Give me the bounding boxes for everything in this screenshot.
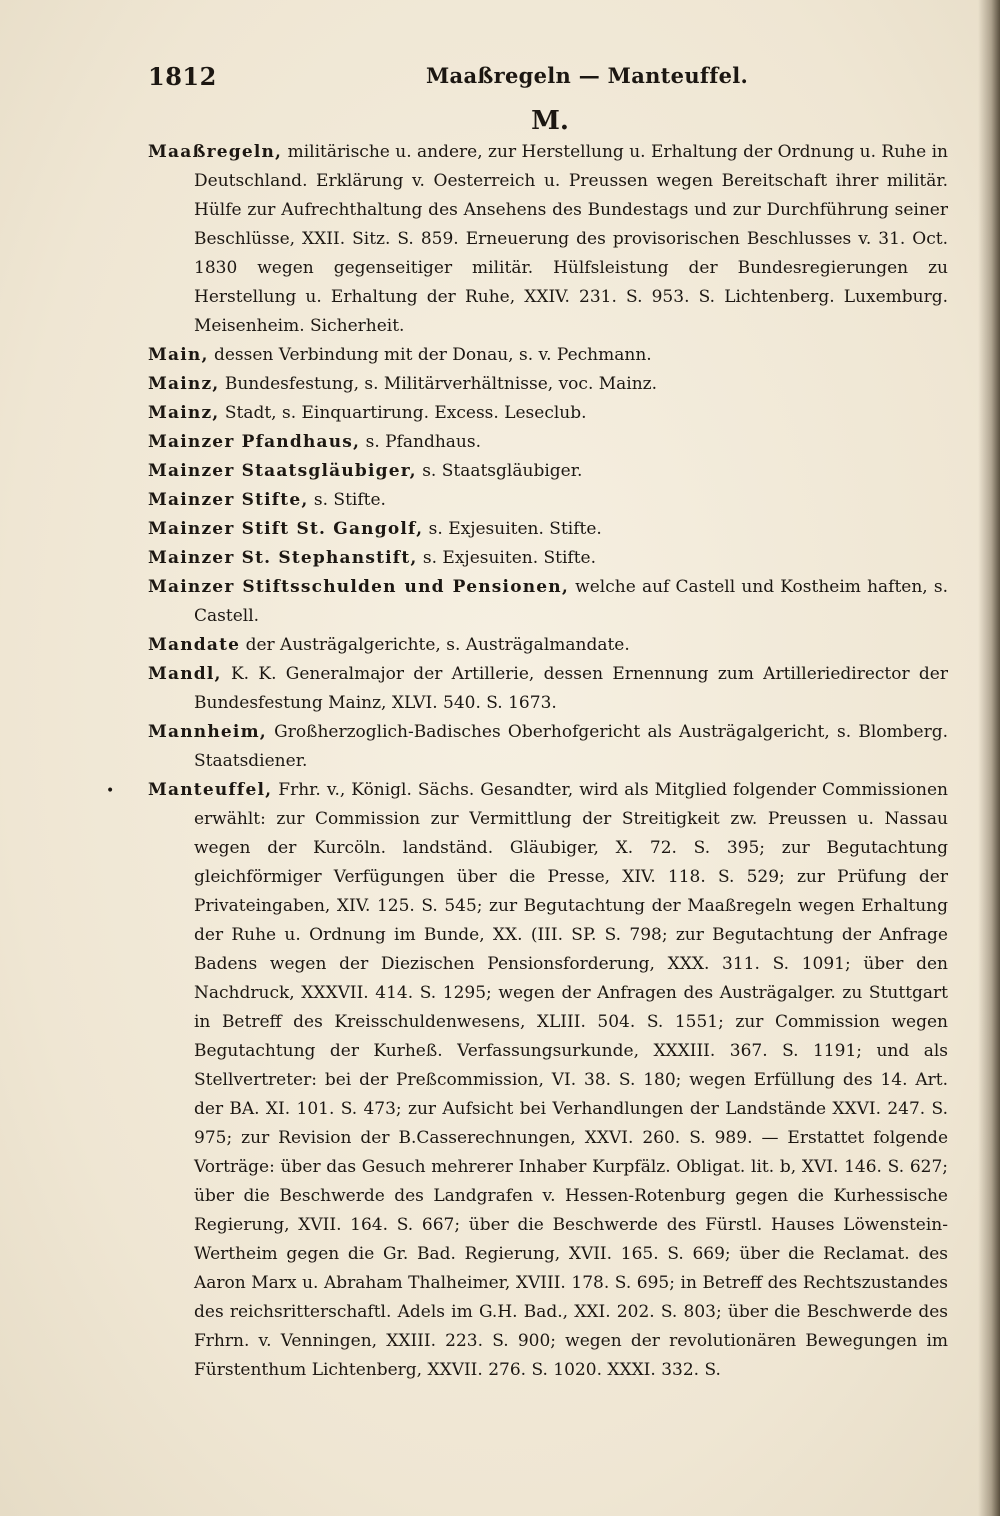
entry-text: Großherzoglich-Badisches Oberhofgericht als Austrägalgericht, s. Blomberg. Staatsdiener. [194, 722, 948, 771]
index-entries [148, 138, 948, 1385]
entry-text: Frhr. v., Königl. Sächs. Gesandter, wird als Mitglied folgender Commissionen erwählt: zur Commission zur Vermittlung der Streitigkeit zw. Preussen u. Nassau wegen der Kurcöln. landständ. Gläubiger, X. 72. S. 395; zur Begutachtung gleichförmiger Verfügungen über die Presse, XIV. 118. S. 529; zur Prüfung der Privateingaben, XIV. 125. S. 545; zur Begutachtung der Maaßregeln wegen Erhaltung der Ruhe u. Ordnung im Bunde, XX. (III. SP. S. 798; zur Begutachtung der Anfrage Badens wegen der Diezischen Pensionsforderung, XXX. 311. S. 1091; über den Nachdruck, XXXVII. 414. S. 1295; wegen der Anfragen des Austrägalger. zu Stuttgart in Betreff des Kreisschuldenwesens, XLIII. 504. S. 1551; zur Commission wegen Begutachtung der Kurheß. Verfassungsurkunde, XXXIII. 367. S. 1191; und als Stellvertreter: bei der Preßcommission, VI. 38. S. 180; wegen Erfüllung des 14. Art. der BA. XI. 101. S. 473; zur Aufsicht bei Verhandlungen der Landstände XXVI. 247. S. 975; zur Revision der B.Casserechnungen, XXVI. 260. S. 989. — Erstattet folgende Vorträge: über das Gesuch mehrerer Inhaber Kurpfälz. Obligat. lit. b, XVI. 146. S. 627; über die Beschwerde des Landgrafen v. Hessen-Rotenburg gegen die Kurhessische Regierung, XVII. 164. S. 667; über die Beschwerde des Fürstl. Hauses Löwenstein-Wertheim gegen die Gr. Bad. Regierung, XVII. 165. S. 669; über die Reclamat. des Aaron Marx u. Abraham Thalheimer, XVIII. 178. S. 695; in Betreff des Rechtszustandes des reichsritterschaftl. Adels im G.H. Bad., XXI. 202. S. 803; über die Beschwerde des Frhrn. v. Venningen, XXIII. 223. S. 900; wegen der revolutionären Bewegungen im Fürstenthum Lichtenberg, XXVII. 276. S. 1020. XXXI. 332. S. [194, 780, 948, 1380]
entry-keyword: Maaßregeln, [148, 142, 283, 162]
entry-keyword: Mainz, [148, 374, 220, 394]
entry-text: s. Pfandhaus. [360, 432, 481, 452]
entry-keyword: Main, [148, 345, 209, 365]
entry-text: dessen Verbindung mit der Donau, s. v. Pechmann. [208, 345, 652, 365]
entry-text: militärische u. andere, zur Herstellung u. Erhaltung der Ordnung u. Ruhe in Deutschland. Erklärung v. Oesterreich u. Preussen wegen Bereitschaft ihrer militär. Hülfe zur Aufrechthaltung des Ansehens des Bundestags und zur Durchführung seiner Beschlüsse, XXII. Sitz. S. 859. Erneuerung des provisorischen Beschlusses v. 31. Oct. 1830 wegen gegenseitiger militär. Hülfsleistung der Bundesregierungen zu Herstellung u. Erhaltung der Ruhe, XXIV. 231. S. 953. S. Lichtenberg. Luxemburg. Meisenheim. Sicherheit. [194, 142, 948, 336]
index-entry-mainzer-stift-gangolf [148, 515, 948, 544]
entry-text: K. K. Generalmajor der Artillerie, dessen Ernennung zum Artilleriedirector der Bundesfestung Mainz, XLVI. 540. S. 1673. [194, 664, 948, 713]
index-entry-mainzer-staatsglaeubiger [148, 457, 948, 486]
entry-keyword: Mainzer St. Stephanstift, [148, 548, 418, 568]
index-entry-manteuffel [148, 776, 948, 1385]
entry-keyword: Mainzer Stifte, [148, 490, 309, 510]
entry-text: Stadt, s. Einquartirung. Excess. Leseclub. [219, 403, 587, 423]
entry-keyword: Manteuffel, [148, 780, 273, 800]
entry-text: s. Staatsgläubiger. [416, 461, 583, 481]
entry-text: Bundesfestung, s. Militärverhältnisse, voc. Mainz. [219, 374, 658, 394]
entry-keyword: Mannheim, [148, 722, 267, 742]
entry-keyword: Mainz, [148, 403, 220, 423]
index-entry-main [148, 341, 948, 370]
entry-text: s. Exjesuiten. Stifte. [417, 548, 597, 568]
index-entry-mainzer-stifte [148, 486, 948, 515]
entry-keyword: Mainzer Stift St. Gangolf, [148, 519, 424, 539]
entry-keyword: Mainzer Pfandhaus, [148, 432, 361, 452]
index-entry-mandl [148, 660, 948, 718]
page-edge-shadow [978, 0, 1000, 1516]
page-number: 1812 [148, 62, 217, 91]
index-entry-mainzer-stephanstift [148, 544, 948, 573]
index-entry-mandate [148, 631, 948, 660]
running-head: Maaßregeln — Manteuffel. [426, 63, 749, 88]
index-entry-mainz-bundesfestung [148, 370, 948, 399]
index-entry-mainzer-pfandhaus [148, 428, 948, 457]
entry-keyword: Mandate [148, 635, 241, 655]
entry-keyword: Mainzer Staatsgläubiger, [148, 461, 417, 481]
index-entry-mannheim [148, 718, 948, 776]
entry-text: welche auf Castell und Kostheim haften, s. Castell. [194, 577, 949, 626]
index-entry-maassregeln [148, 138, 948, 341]
section-letter: M. [531, 106, 569, 136]
entry-text: der Austrägalgerichte, s. Austrägalmandate. [240, 635, 630, 655]
page-header [148, 62, 948, 96]
entry-keyword: Mainzer Stiftsschulden und Pensionen, [148, 577, 569, 597]
entry-text: s. Stifte. [308, 490, 386, 510]
entry-keyword: Mandl, [148, 664, 222, 684]
entry-text: s. Exjesuiten. Stifte. [423, 519, 602, 539]
index-entry-mainzer-stiftsschulden [148, 573, 948, 631]
margin-mark: • [106, 783, 115, 799]
index-entry-mainz-stadt [148, 399, 948, 428]
